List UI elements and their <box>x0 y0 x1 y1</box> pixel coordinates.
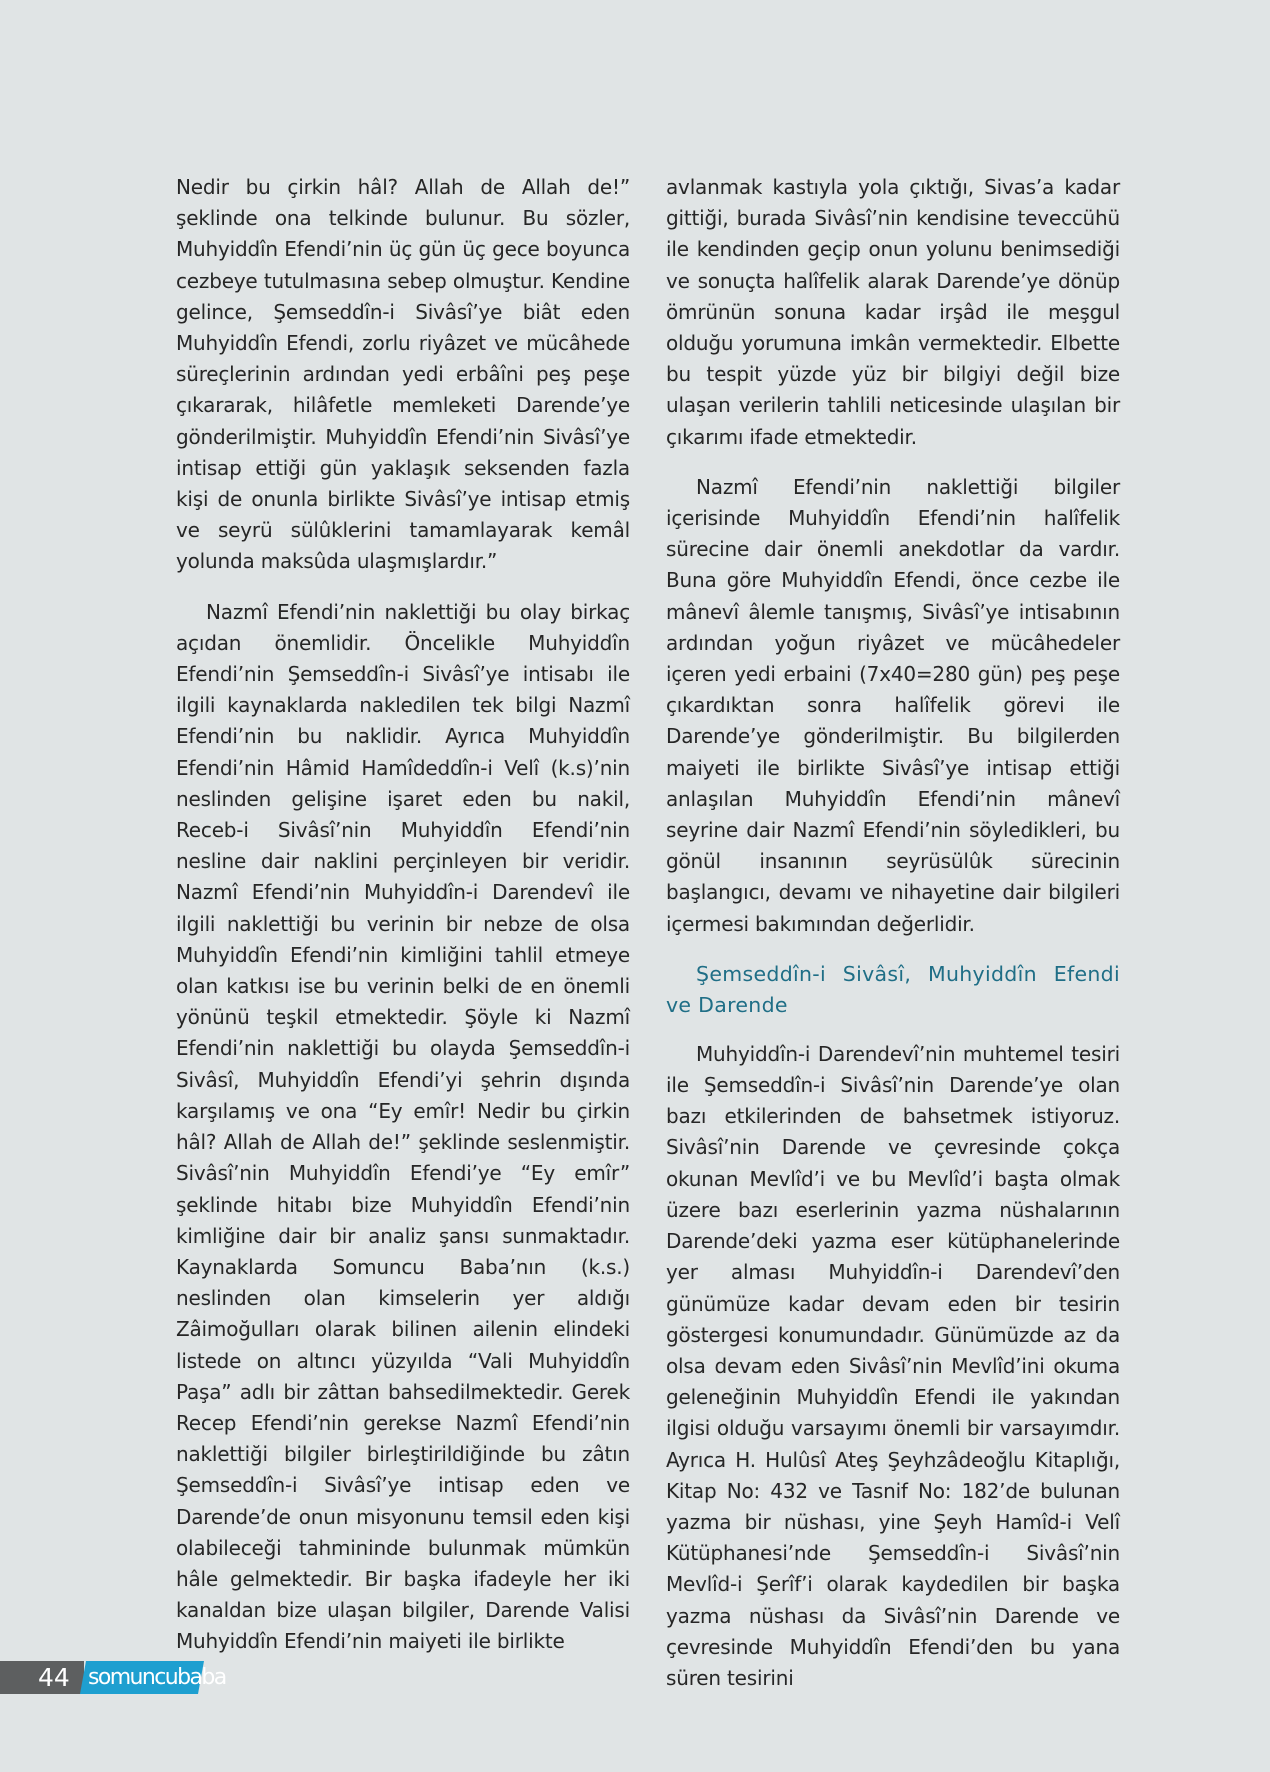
paragraph: avlanmak kastıyla yola çıktığı, Sivas’a kadar gittiği, burada Sivâsî’nin kendisine teveccühü ile kendinden geçip onun yolunu benimsediği ve sonuçta halîfelik alarak Darende’ye dönüp ömrünün sonuna kadar irşâd ile meşgul olduğu yorumuna imkân vermektedir. Elbette bu tespit yüzde yüz bir bilgiyi değil bize ulaşan verilerin tahlili neticesinde ulaşılan bir çıkarımı ifade etmektedir. <box>666 175 1120 449</box>
page-footer <box>0 1661 226 1694</box>
paragraph: Nazmî Efendi’nin naklettiği bu olay birkaç açıdan önemlidir. Öncelikle Muhyiddîn Efendi’nin Şemseddîn-i Sivâsî’ye intisabı ile ilgili kaynaklarda nakledilen tek bilgi Nazmî Efendi’nin bu naklidir. Ayrıca Muhyiddîn Efendi’nin Hâmid Hamîdeddîn-i Velî (k.s)’nin neslinden gelişine işaret eden bu nakil, Receb-i Sivâsî’nin Muhyiddîn Efendi’nin nesline dair naklini perçinleyen bir veridir. Nazmî Efendi’nin Muhyiddîn-i Darendevî ile ilgili naklettiği bu verinin bir nebze de olsa Muhyiddîn Efendi’nin kimliğini tahlil etmeye olan katkısı ise bu verinin belki de en önemli yönünü teşkil etmektedir. Şöyle ki Nazmî Efendi’nin naklettiği bu olayda Şemseddîn-i Sivâsî, Muhyiddîn Efendi’yi şehrin dışında karşılamış ve ona “Ey emîr! Nedir bu çirkin hâl? Allah de Allah de!” şeklinde seslenmiştir. Sivâsî’nin Muhyiddîn Efendi’ye “Ey emîr” şeklinde hitabı bize Muhyiddîn Efendi’nin kimliğine dair bir analiz şansı sunmaktadır. Kaynaklarda Somuncu Baba’nın (k.s.) neslinden olan kimselerin yer aldığı Zâimoğulları olarak bilinen ailenin elindeki listede on altıncı yüzyılda “Vali Muhyiddîn Paşa” adlı bir zâttan bahsedilmektedir. Gerek Recep Efendi’nin gerekse Nazmî Efendi’nin naklettiği bilgiler birleştirildiğinde bu zâtın Şemseddîn-i Sivâsî’ye intisap eden ve Darende’de onun misyonunu temsil eden kişi olabileceği tahmininde bulunmak mümkün hâle gelmektedir. Bir başka ifadeyle her iki kanaldan bize ulaşan bilgiler, Darende Valisi Muhyiddîn Efendi’nin maiyeti ile birlikte <box>176 599 630 1654</box>
section-heading: Şemseddîn-i Sivâsî, Muhyiddîn Efendi ve Darende <box>666 961 1120 1018</box>
brand-logo: somuncubaba <box>88 1665 226 1690</box>
paragraph: Nazmî Efendi’nin naklettiği bilgiler içerisinde Muhyiddîn Efendi’nin halîfelik sürecine dair önemli anekdotlar da vardır. Buna göre Muhyiddîn Efendi, önce cezbe ile mânevî âlemle tanışmış, Sivâsî’ye intisabının ardından yoğun riyâzet ve mücâhedeler içeren yedi erbaini (7x40=280 gün) peş peşe çıkardıktan sonra halîfelik görevi ile Darende’ye gönderilmiştir. Bu bilgilerden maiyeti ile birlikte Sivâsî’ye intisap ettiği anlaşılan Muhyiddîn Efendi’nin mânevî seyrine dair Nazmî Efendi’nin söyledikleri, bu gönül insanının seyrüsülûk sürecinin başlangıcı, devamı ve nihayetine dair bilgileri içermesi bakımından değerlidir. <box>666 474 1120 936</box>
paragraph: Nedir bu çirkin hâl? Allah de Allah de!” şeklinde ona telkinde bulunur. Bu sözler, Muhyiddîn Efendi’nin üç gün üç gece boyunca cezbeye tutulmasına sebep olmuştur. Kendine gelince, Şemseddîn-i Sivâsî’ye biât eden Muhyiddîn Efendi, zorlu riyâzet ve mücâhede süreçlerinin ardından yedi erbâîni peş peşe çıkararak, hilâfetle memleketi Darende’ye gönderilmiştir. Muhyiddîn Efendi’nin Sivâsî’ye intisap ettiği gün yaklaşık seksenden fazla kişi de onunla birlikte Sivâsî’ye intisap etmiş ve seyrü sülûklerini tamamlayarak kemâl yolunda maksûda ulaşmışlardır.” <box>176 175 630 574</box>
paragraph: Muhyiddîn-i Darendevî’nin muhtemel tesiri ile Şemseddîn-i Sivâsî’nin Darende’ye olan bazı etkilerinden de bahsetmek istiyoruz. Sivâsî’nin Darende ve çevresinde çokça okunan Mevlîd’i ve bu Mevlîd’i başta olmak üzere bazı eserlerinin yazma nüshalarının Darende’deki yazma eser kütüphanelerinde yer alması Muhyiddîn-i Darendevî’den günümüze kadar devam eden bir tesirin göstergesi konumundadır. Günümüzde az da olsa devam eden Sivâsî’nin Mevlîd’ini okuma geleneğinin Muhyiddîn Efendi ile yakından ilgisi olduğu varsayımı önemli bir varsayımdır. Ayrıca H. Hulûsî Ateş Şeyhzâdeoğlu Kitaplığı, Kitap No: 432 ve Tasnif No: 182’de bulunan yazma bir nüshası, yine Şeyh Hamîd-i Velî Kütüphanesi’nde Şemseddîn-i Sivâsî’nin Mevlîd-i Şerîf’i olarak kaydedilen bir başka yazma nüshası da Sivâsî’nin Darende ve çevresinde Muhyiddîn Efendi’den bu yana süren tesirini <box>666 1041 1120 1690</box>
left-column <box>176 172 630 1677</box>
right-column <box>666 172 1120 1713</box>
page-number: 44 <box>38 1663 70 1692</box>
